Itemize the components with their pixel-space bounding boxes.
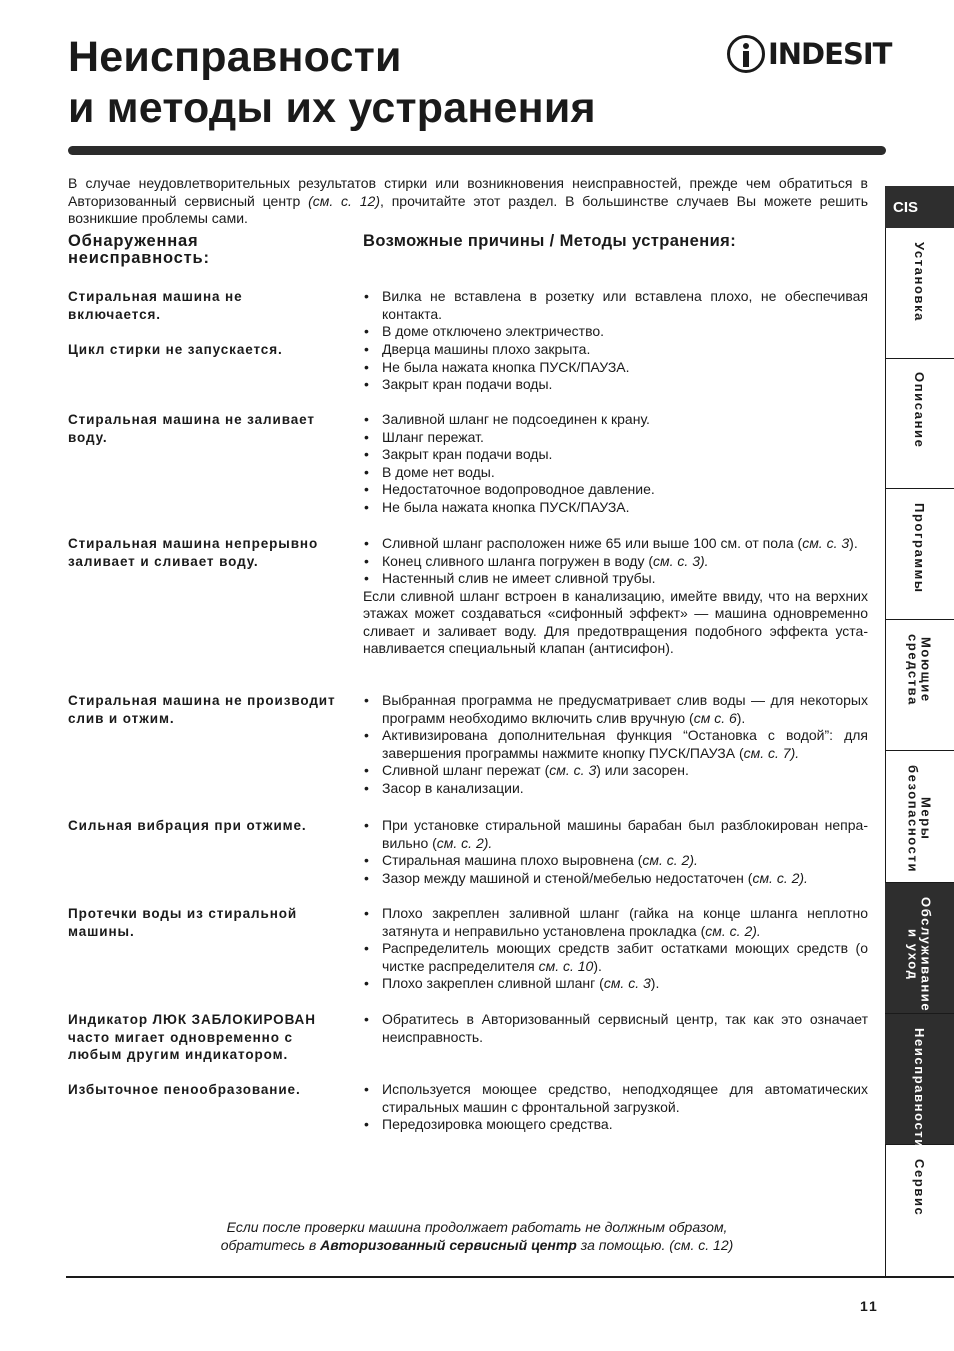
fault-causes — [363, 1081, 868, 1134]
page-reference: см. с. 2). — [705, 922, 761, 939]
logo-text: INDESIT — [768, 37, 892, 71]
sidebar-tab-label: Меры безопасности — [905, 765, 934, 874]
fault-causes — [363, 535, 868, 658]
info-i-icon — [727, 35, 765, 73]
intro-text-2: , прочитайте этот раздел. В большинстве случаев Вы можете решить возникшие проблемы сами. — [68, 192, 869, 226]
cause-item: • Не была нажата кнопка ПУСК/ПАУЗА. — [363, 359, 868, 377]
page-reference: см. с. 10 — [538, 957, 594, 974]
cause-item: • Конец сливного шланга погружен в воду (см. с. 3). — [363, 553, 868, 571]
cause-item: • Обратитесь в Авторизованный сервисный центр, так как это означает неисправность. — [363, 1011, 868, 1046]
cause-item: • Плохо закреплен заливной шланг (гайка на конце шланга неплотно затянута и неправильно установлена прокладка (см. с. 2). — [363, 905, 868, 940]
cause-item: • Вилка не вставлена в розетку или вставлена плохо, не обеспечивая контакта. — [363, 288, 868, 323]
sidebar-tab-label: Программы — [912, 503, 927, 594]
cause-item: • Дверца машины плохо закрыта. — [363, 341, 868, 359]
sidebar-tab[interactable] — [885, 228, 954, 359]
sidebar-tab[interactable] — [885, 358, 954, 489]
cause-item: • В доме нет воды. — [363, 464, 868, 482]
cause-item: • Настенный слив не имеет сливной трубы. — [363, 570, 868, 588]
fault-description: Стиральная машина непрерывно заливает и сливает воду. — [68, 536, 319, 569]
page-reference: см. с. 2). — [436, 834, 493, 851]
fault-description: Стиральная машина не включается. — [68, 289, 243, 322]
cause-item: • Заливной шланг не подсоединен к крану. — [363, 411, 868, 429]
sidebar-tab[interactable] — [885, 1145, 954, 1278]
sidebar-tab-label: Неисправности — [912, 1028, 927, 1149]
fault-description: Стиральная машина не производит слив и отжим. — [68, 693, 336, 726]
page-reference: см. с. 2). — [642, 852, 698, 868]
sidebar-tab[interactable] — [885, 1014, 954, 1149]
cause-item: • Шланг пережат. — [363, 429, 868, 447]
fault-description: Цикл стирки не запускается. — [68, 342, 283, 357]
language-badge: CIS — [885, 186, 954, 228]
service-center-emphasis: Авторизованный сервисный центр — [320, 1236, 577, 1253]
fault-causes — [363, 1011, 868, 1046]
cause-item: • Выбранная программа не предусматривает слив воды — для некоторых программ необходимо включить слив вручную (см с. 6). — [363, 692, 868, 727]
cause-item: • В доме отключено электричество. — [363, 323, 868, 341]
sidebar-tab-label: Описание — [912, 372, 927, 449]
cause-item: • Передозировка моющего средства. — [363, 1116, 868, 1134]
title-line-2: и методы их устранения — [68, 84, 596, 132]
page-reference: см. с. 3). — [653, 552, 709, 569]
sidebar-tab[interactable] — [885, 883, 954, 1014]
cause-note: Если сливной шланг встроен в канализацию, имейте ввиду, что на верхних этажах может создаваться «сифонный эффект» — машина одновременно сливает и заливает воду. Для предотвращения подобного эффекта устанавливается специальный клапан (антисифон). — [363, 587, 868, 656]
page-reference: см с. 6 — [693, 709, 737, 726]
fault-description: Индикатор ЛЮК ЗАБЛОКИРОВАН часто мигает одновременно с любым другим индикатором. — [68, 1012, 316, 1062]
intro-paragraph — [68, 175, 868, 228]
cause-item: • Используется моющее средство, неподходящее для автоматических стиральных машин с фронтальной загрузкой. — [363, 1081, 868, 1116]
page-reference: см. с. 3 — [549, 762, 597, 778]
sidebar-tab-label: Установка — [912, 242, 927, 323]
intro-reference: (см. с. 12) — [308, 192, 381, 209]
page-reference: см. с. 3 — [802, 535, 850, 551]
fault-causes — [363, 288, 868, 341]
cause-item: • Активизирована дополнительная функция “Остановка с водой”: для завершения программы нажмите кнопку ПУСК/ПАУЗА (см. с. 7). — [363, 727, 868, 762]
page-reference: см. с. 2). — [752, 869, 808, 886]
header-divider — [68, 146, 886, 155]
column-header-causes: Возможные причины / Методы устранения: — [363, 232, 737, 250]
cause-item: • Сливной шланг расположен ниже 65 или выше 100 см. от пола (см. с. 3). — [363, 535, 868, 553]
fault-causes — [363, 692, 868, 797]
cause-item: • Зазор между машиной и стеной/мебелью недостаточен (см. с. 2). — [363, 870, 868, 888]
cause-item: • Недостаточное водопроводное давление. — [363, 481, 868, 499]
footer-note — [160, 1219, 794, 1254]
page-number: 11 — [860, 1298, 879, 1314]
fault-description: Стиральная машина не заливает воду. — [68, 412, 315, 445]
sidebar-tab[interactable] — [885, 489, 954, 620]
title-line-1: Неисправности — [68, 33, 402, 81]
fault-description: Избыточное пенообразование. — [68, 1082, 301, 1097]
footer-line-1: Если после проверки машина продолжает работать не должным образом, — [226, 1219, 728, 1235]
cause-item: • Плохо закреплен сливной шланг (см. с. 3). — [363, 975, 868, 993]
brand-logo — [727, 32, 891, 76]
footer-divider — [66, 1276, 954, 1278]
cause-item: • При установке стиральной машины барабан был разблокирован неправильно (см. с. 2). — [363, 817, 868, 852]
cause-item: • Не была нажата кнопка ПУСК/ПАУЗА. — [363, 499, 868, 517]
intro-text-1: В случае неудовлетворительных результатов стирки или возникновения неисправностей, прежде чем обратиться в Авторизованный сервисный центр — [68, 175, 868, 209]
sidebar-tab-label: Сервис — [912, 1159, 927, 1217]
fault-causes — [363, 341, 868, 394]
cause-item: • Засор в канализации. — [363, 780, 868, 798]
footer-line-2: обратитесь в Авторизованный сервисный центр за помощью. (см. с. 12) — [220, 1236, 734, 1253]
cause-item: • Закрыт кран подачи воды. — [363, 446, 868, 464]
cause-item: • Распределитель моющих средств забит остатками моющих средств (о чистке распределителя см. с. 10). — [363, 940, 868, 975]
page-title — [68, 32, 596, 134]
column-header-fault: Обнаруженная неисправность: — [68, 232, 210, 267]
sidebar-tab[interactable] — [885, 751, 954, 883]
cause-item: • Закрыт кран подачи воды. — [363, 376, 868, 394]
sidebar-tab-label: Моющие средства — [905, 634, 934, 706]
sidebar-tab[interactable] — [885, 620, 954, 751]
sidebar-tab-label: Обслуживание и уход — [905, 897, 934, 1013]
fault-causes — [363, 905, 868, 993]
section-sidebar — [885, 186, 954, 1278]
cause-item: • Сливной шланг пережат (см. с. 3) или засорен. — [363, 762, 868, 780]
cause-item: • Стиральная машина плохо выровнена (см. с. 2). — [363, 852, 868, 870]
fault-causes — [363, 411, 868, 516]
page-reference: см. с. 7). — [743, 744, 800, 761]
page-reference: см. с. 3 — [603, 975, 651, 991]
fault-causes — [363, 817, 868, 887]
fault-description: Сильная вибрация при отжиме. — [68, 818, 307, 833]
fault-description: Протечки воды из стиральной машины. — [68, 906, 298, 939]
